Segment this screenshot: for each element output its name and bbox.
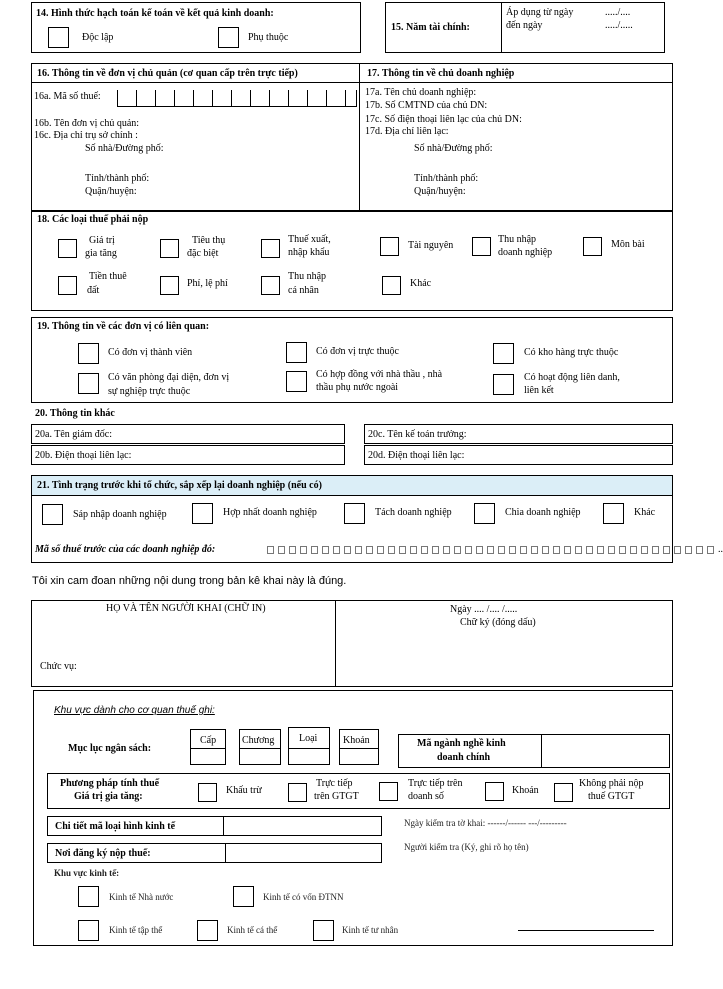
vat-method-box (47, 773, 670, 809)
tax-fees: Phí, lệ phí (187, 278, 228, 289)
section-20-title: 20. Thông tin khác (35, 408, 115, 419)
tax-resources: Tài nguyên (408, 240, 454, 251)
checkbox-contractors[interactable] (286, 371, 307, 392)
tax-pit-line2: cá nhân (288, 285, 319, 296)
checkbox-phu-thuoc[interactable] (218, 27, 239, 48)
industry-label-1: Mã ngành nghề kinh (417, 738, 506, 749)
tax-office-area (33, 690, 673, 946)
checkbox-other-tax[interactable] (382, 276, 401, 295)
economic-type-label: Chi tiết mã loại hình kinh tế (55, 821, 176, 832)
tax-license: Môn bài (611, 239, 645, 250)
signature-block (31, 600, 673, 687)
tax-vat-line1: Giá trị (89, 235, 115, 246)
prior-tax-code-boxes[interactable] (267, 544, 723, 556)
field-20b[interactable] (31, 445, 345, 465)
label-20a: 20a. Tên giám đốc: (35, 429, 113, 440)
checkbox-member-units[interactable] (78, 343, 99, 364)
industry-label-2: doanh chính (437, 752, 491, 763)
reorg-consolidation: Hợp nhất doanh nghiệp (223, 507, 317, 518)
field-20d[interactable] (364, 445, 673, 465)
industry-code-box[interactable] (398, 734, 670, 768)
fiscal-from-label: Áp dụng từ ngày (506, 7, 574, 18)
label-17b: 17b. Số CMTND của chủ DN: (365, 100, 488, 111)
label-17c: 17c. Số điện thoại liên lạc của chủ DN: (365, 114, 522, 125)
sector-collective: Kinh tế tập thể (109, 925, 163, 935)
label-16b: 16b. Tên đơn vị chủ quản: (34, 118, 140, 129)
tax-cit-line1: Thu nhập (498, 234, 537, 245)
declarant-name-label: HỌ VÀ TÊN NGƯỜI KHAI (CHỮ IN) (106, 603, 266, 614)
related-rep-line1: Có văn phòng đại diện, đơn vị (108, 372, 230, 383)
related-warehouse: Có kho hàng trực thuộc (524, 347, 619, 358)
checkbox-direct-revenue[interactable] (379, 782, 398, 801)
prior-tax-code-tail: .. (718, 544, 723, 555)
checkbox-pit[interactable] (261, 276, 280, 295)
budget-chuong[interactable] (239, 729, 281, 765)
checkbox-private-sector[interactable] (313, 920, 334, 941)
fiscal-to-value[interactable]: ...../..... (605, 20, 633, 31)
budget-cap[interactable] (190, 729, 226, 765)
related-contractors-line1: Có hợp đồng với nhà thầu , nhà (316, 369, 443, 380)
section-18 (31, 211, 673, 311)
section-15 (385, 2, 665, 53)
checkbox-fees[interactable] (160, 276, 179, 295)
section-17-title: 17. Thông tin về chủ doanh nghiệp (367, 68, 515, 79)
label-17d: 17d. Địa chỉ liên lạc: (365, 126, 449, 137)
budget-khoan[interactable] (339, 729, 379, 765)
label-phu-thuoc: Phụ thuộc (248, 32, 289, 43)
label-20c: 20c. Tên kế toán trưởng: (368, 429, 467, 440)
tax-registration-label: Nơi đăng ký nộp thuế: (55, 848, 151, 859)
vat-direct-revenue-2: doanh số (408, 791, 444, 802)
section-21 (31, 475, 723, 563)
section-19 (31, 317, 673, 403)
label-20b: 20b. Điện thoại liên lạc: (35, 450, 132, 461)
tax-pit-line1: Thu nhập (288, 271, 327, 282)
checkbox-merger[interactable] (42, 504, 63, 525)
checkbox-no-vat[interactable] (554, 783, 573, 802)
tax-land-line2: đất (87, 285, 100, 296)
related-jv-line2: liên kết (524, 385, 554, 396)
section-16-title: 16. Thông tin về đơn vị chủ quản (cơ quan cấp trên trực tiếp) (37, 68, 298, 79)
checkbox-resources[interactable] (380, 237, 399, 256)
checkbox-subsidiary-units[interactable] (286, 342, 307, 363)
reorg-separation: Tách doanh nghiệp (375, 507, 452, 518)
tax-registration-place[interactable] (47, 843, 382, 863)
vat-none-1: Không phải nộp (579, 778, 644, 789)
vat-none-2: thuế GTGT (588, 791, 635, 802)
sector-label: Khu vực kinh tế: (54, 868, 120, 878)
tax-other: Khác (410, 278, 432, 289)
budget-khoan-label: Khoản (343, 735, 370, 746)
budget-loai-label: Loại (299, 733, 318, 744)
signature-line (518, 930, 654, 931)
fiscal-to-label: đến ngày (506, 20, 543, 31)
checkbox-doc-lap[interactable] (48, 27, 69, 48)
checkbox-direct-gtgt[interactable] (288, 783, 307, 802)
signature-label: Chữ ký (đóng dấu) (460, 617, 536, 628)
field-20c[interactable] (364, 424, 673, 444)
label-16-street: Số nhà/Đường phố: (85, 143, 164, 154)
related-jv-line1: Có hoạt động liên danh, (524, 372, 620, 383)
checkbox-separation[interactable] (344, 503, 365, 524)
tax-vat-line2: gia tăng (85, 248, 117, 259)
checkbox-joint-venture[interactable] (493, 374, 514, 395)
section-18-title: 18. Các loại thuế phải nộp (37, 214, 149, 225)
checkbox-warehouse[interactable] (493, 343, 514, 364)
label-20d: 20d. Điện thoại liên lạc: (368, 450, 465, 461)
section-21-title: 21. Tình trạng trước khi tổ chức, sắp xếp lại doanh nghiệp (nếu có) (37, 480, 322, 491)
tax-code-cells[interactable] (117, 86, 357, 107)
prior-tax-code-label: Mã số thuế trước của các doanh nghiệp đó: (35, 544, 216, 555)
section-16-17 (31, 63, 673, 211)
section-15-title: 15. Năm tài chính: (391, 22, 470, 33)
checkbox-reorg-other[interactable] (603, 503, 624, 524)
label-16-district: Quận/huyện: (85, 186, 137, 197)
budget-cap-label: Cấp (200, 735, 217, 746)
field-20a[interactable] (31, 424, 345, 444)
vat-direct-gtgt-1: Trực tiếp (316, 778, 353, 789)
check-date: Ngày kiểm tra tờ khai: ------/------ ---/--------- (404, 818, 567, 828)
label-17a: 17a. Tên chủ doanh nghiệp: (365, 87, 477, 98)
reorg-division: Chia doanh nghiệp (505, 507, 581, 518)
checker-label: Người kiểm tra (Ký, ghi rõ họ tên) (404, 842, 529, 852)
label-doc-lap: Độc lập (82, 32, 114, 43)
tax-cit-line2: doanh nghiệp (498, 247, 553, 258)
related-rep-line2: sự nghiệp trực thuộc (108, 386, 191, 397)
section-19-title: 19. Thông tin về các đơn vị có liên quan: (37, 321, 210, 332)
checkbox-division[interactable] (474, 503, 495, 524)
checkbox-state-sector[interactable] (78, 886, 99, 907)
fiscal-from-value[interactable]: ...../.... (605, 7, 631, 18)
checkbox-cit[interactable] (472, 237, 491, 256)
related-contractors-line2: thầu phụ nước ngoài (316, 382, 399, 393)
label-16c: 16c. Địa chỉ trụ sở chính : (34, 130, 138, 141)
section-14-title: 14. Hình thức hạch toán kế toán về kết quả kinh doanh: (36, 8, 274, 19)
reorg-other: Khác (634, 507, 656, 518)
label-17-district: Quận/huyện: (414, 186, 466, 197)
checkbox-deduction[interactable] (198, 783, 217, 802)
section-14 (31, 2, 361, 53)
sector-private: Kinh tế tư nhân (342, 925, 399, 935)
tax-special-line2: đặc biệt (187, 248, 219, 259)
tax-office-title: Khu vực dành cho cơ quan thuế ghi: (54, 705, 215, 716)
budget-loai[interactable] (288, 727, 330, 765)
vat-method-label-2: Giá trị gia tăng: (74, 791, 143, 802)
vat-method-label-1: Phương pháp tính thuế (60, 778, 160, 789)
checkbox-land-rent[interactable] (58, 276, 77, 295)
label-16-city: Tỉnh/thành phố: (85, 173, 150, 184)
sign-date: Ngày .... /.... /..... (450, 604, 518, 615)
checkbox-individual-sector[interactable] (197, 920, 218, 941)
checkbox-flat[interactable] (485, 782, 504, 801)
vat-direct-revenue-1: Trực tiếp trên (408, 778, 463, 789)
checkbox-consolidation[interactable] (192, 503, 213, 524)
tax-ie-line1: Thuế xuất, (288, 234, 331, 245)
reorg-merger: Sáp nhập doanh nghiệp (73, 509, 167, 520)
vat-deduction: Khấu trừ (226, 785, 262, 796)
sector-state: Kinh tế Nhà nước (109, 892, 174, 902)
label-17-street: Số nhà/Đường phố: (414, 143, 493, 154)
checkbox-rep-office[interactable] (78, 373, 99, 394)
budget-chuong-label: Chương (242, 735, 275, 746)
tax-special-line1: Tiêu thụ (192, 235, 226, 246)
vat-direct-gtgt-2: trên GTGT (314, 791, 359, 802)
vat-flat: Khoán (512, 785, 539, 796)
declaration-text: Tôi xin cam đoan những nội dung trong bản kê khai này là đúng. (32, 575, 347, 587)
sector-fdi: Kinh tế có vốn ĐTNN (263, 892, 344, 902)
position-label: Chức vụ: (40, 661, 77, 672)
budget-label: Mục lục ngân sách: (68, 743, 152, 754)
label-16a: 16a. Mã số thuế: (34, 91, 101, 102)
economic-type-detail[interactable] (47, 816, 382, 836)
related-subsidiary: Có đơn vị trực thuộc (316, 346, 399, 357)
checkbox-import-export[interactable] (261, 239, 280, 258)
checkbox-special-consumption[interactable] (160, 239, 179, 258)
checkbox-license[interactable] (583, 237, 602, 256)
sector-individual: Kinh tế cá thể (227, 925, 278, 935)
tax-land-line1: Tiền thuê (89, 271, 127, 282)
label-17-city: Tỉnh/thành phố: (414, 173, 479, 184)
checkbox-fdi-sector[interactable] (233, 886, 254, 907)
checkbox-vat[interactable] (58, 239, 77, 258)
related-member-units: Có đơn vị thành viên (108, 347, 193, 358)
checkbox-collective-sector[interactable] (78, 920, 99, 941)
tax-ie-line2: nhập khẩu (288, 247, 330, 258)
